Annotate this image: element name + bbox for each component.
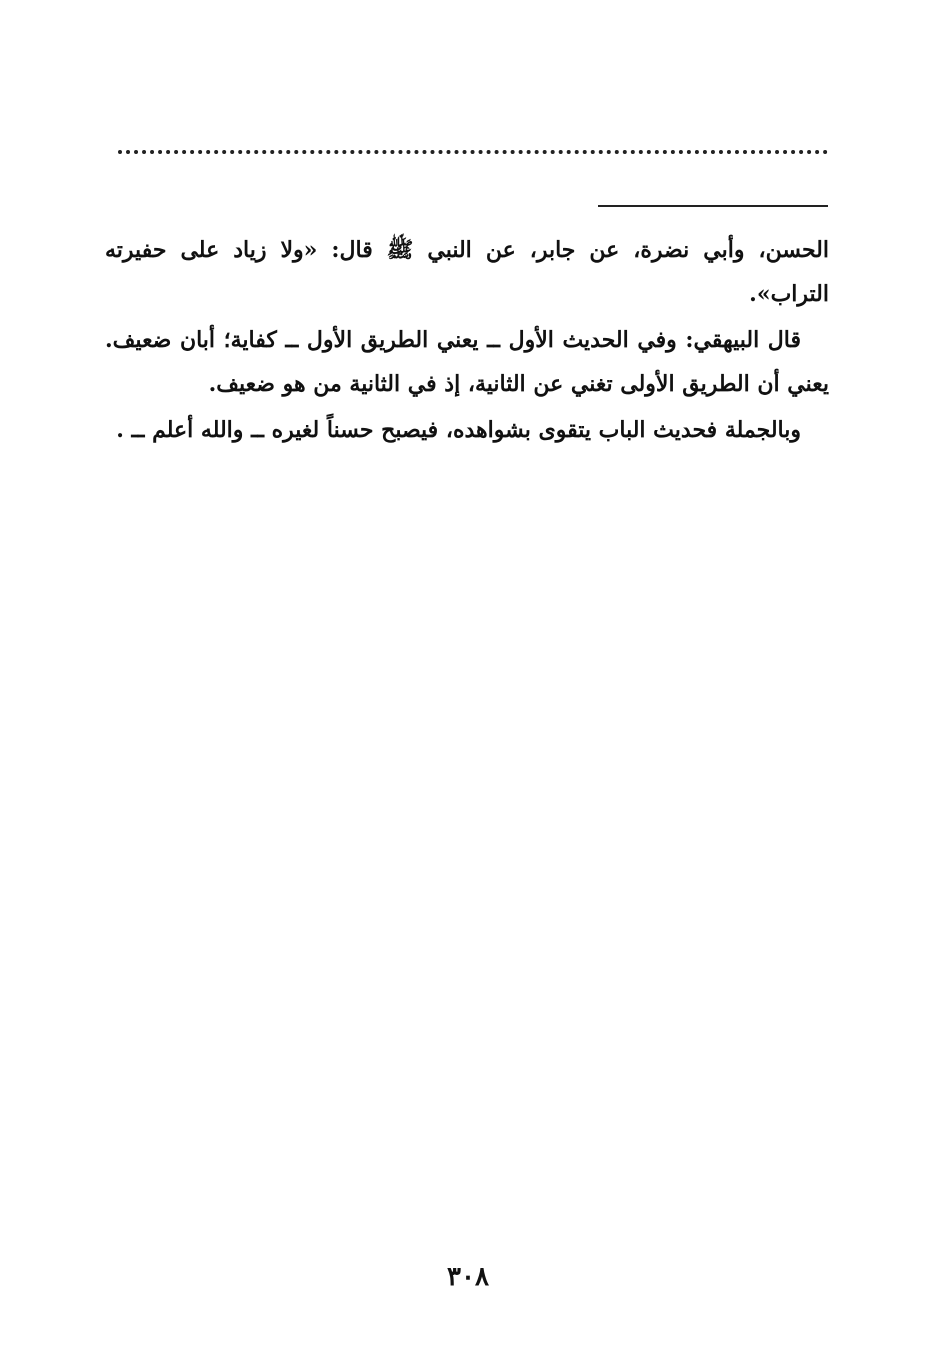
dotted-separator: [118, 150, 828, 154]
footnote-paragraph: الحسن، وأبي نضرة، عن جابر، عن النبي ﷺ قال: «ولا زياد على حفيرته التراب».: [105, 237, 829, 307]
page-number: ٣٠٨: [447, 1262, 489, 1292]
footnote-block: [105, 228, 829, 454]
footnote-paragraph: قال البيهقي: وفي الحديث الأول ــ يعني الطريق الأول ــ كفاية؛ أبان ضعيف. يعني أن الطريق الأولى تغني عن الثانية، إذ في الثانية من هو ضعيف.: [105, 327, 829, 397]
footnote-separator-line: [598, 205, 828, 207]
footnote-paragraph: وبالجملة فحديث الباب يتقوى بشواهده، فيصبح حسناً لغيره ــ والله أعلم ــ .: [116, 417, 801, 443]
